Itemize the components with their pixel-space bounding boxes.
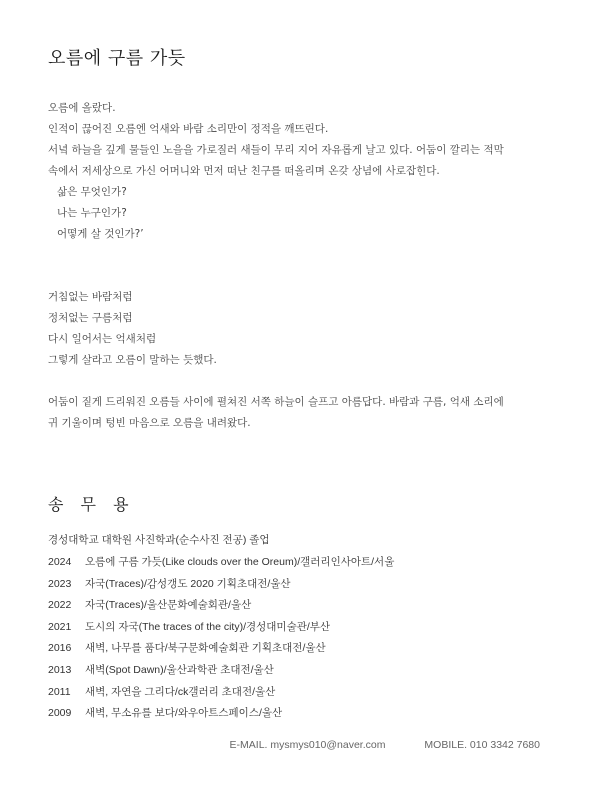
mobile-text: MOBILE. 010 3342 7680 xyxy=(424,739,540,751)
exhibition-desc: 새벽, 나무를 품다/북구문화예술회관 기획초대전/울산 xyxy=(85,642,326,655)
exhibition-row xyxy=(48,663,568,685)
exhibition-desc: 도시의 자국(The traces of the city)/경성대미술관/부산 xyxy=(85,620,331,633)
artist-statement xyxy=(48,98,568,434)
poem-closing-line: 어둠이 짙게 드리워진 오름들 사이에 펼쳐진 서쪽 하늘이 슬프고 아름답다. 바람과 구름, 억새 소리에 xyxy=(48,396,504,408)
exhibition-year: 2016 xyxy=(48,642,72,655)
exhibition-row xyxy=(48,620,568,642)
poem-question: 삶은 무엇인가? xyxy=(57,186,127,198)
poem-line: 속에서 저세상으로 가신 어머니와 먼저 떠난 친구를 떠올리며 온갖 상념에 사로잡힌다. xyxy=(48,165,440,177)
exhibition-desc: 새벽, 무소유를 보다/와우아트스페이스/울산 xyxy=(85,707,283,720)
poem-question: 어떻게 살 것인가?’ xyxy=(57,228,144,240)
exhibition-year: 2024 xyxy=(48,556,72,568)
poem-stanza-line: 정처없는 구름처럼 xyxy=(48,312,133,324)
poem-stanza-line: 거침없는 바람처럼 xyxy=(48,291,133,303)
artist-cv xyxy=(48,533,568,728)
page-title: 오름에 구름 가듯 xyxy=(48,48,186,69)
contact-info xyxy=(230,739,540,751)
exhibition-year: 2023 xyxy=(48,577,72,590)
email-text: E-MAIL. mysmys010@naver.com xyxy=(229,739,386,751)
exhibition-row xyxy=(48,641,568,663)
exhibition-desc: 새벽, 자연을 그리다/ck갤러리 초대전/울산 xyxy=(85,685,276,698)
exhibition-row xyxy=(48,555,568,577)
poem-line: 오름에 올랐다. xyxy=(48,102,116,114)
poem-question: 나는 누구인가? xyxy=(57,207,127,219)
exhibition-desc: 새벽(Spot Dawn)/울산과학관 초대전/울산 xyxy=(85,663,274,676)
exhibition-year: 2011 xyxy=(48,685,71,698)
exhibition-row xyxy=(48,685,568,707)
exhibition-year: 2022 xyxy=(48,599,72,612)
poem-stanza-line: 그렇게 살라고 오름이 말하는 듯했다. xyxy=(48,354,217,366)
artist-name: 송 무 용 xyxy=(48,495,135,514)
poem-line: 인적이 끊어진 오름엔 억새와 바람 소리만이 정적을 깨뜨린다. xyxy=(48,123,329,135)
exhibition-year: 2021 xyxy=(48,620,72,633)
exhibition-year: 2013 xyxy=(48,663,72,676)
exhibition-desc: 오름에 구름 가듯(Like clouds over the Oreum)/갤러리인사아트/서울 xyxy=(85,556,395,568)
exhibition-row xyxy=(48,598,568,620)
exhibition-desc: 자국(Traces)/울산문화예술회관/울산 xyxy=(85,599,252,612)
exhibition-year: 2009 xyxy=(48,707,72,720)
exhibition-row xyxy=(48,577,568,599)
poem-closing-line: 귀 기울이며 텅빈 마음으로 오름을 내려왔다. xyxy=(48,417,251,429)
poem-stanza-line: 다시 일어서는 억새처럼 xyxy=(48,333,157,345)
poem-line: 서녘 하늘을 깊게 물들인 노을을 가로질러 새들이 무리 지어 자유롭게 날고 있다. 어둠이 깔리는 적막 xyxy=(48,144,504,156)
education-line: 경성대학교 대학원 사진학과(순수사진 전공) 졸업 xyxy=(48,534,270,546)
exhibition-row xyxy=(48,706,568,728)
exhibition-desc: 자국(Traces)/감성갱도 2020 기획초대전/울산 xyxy=(85,577,291,590)
